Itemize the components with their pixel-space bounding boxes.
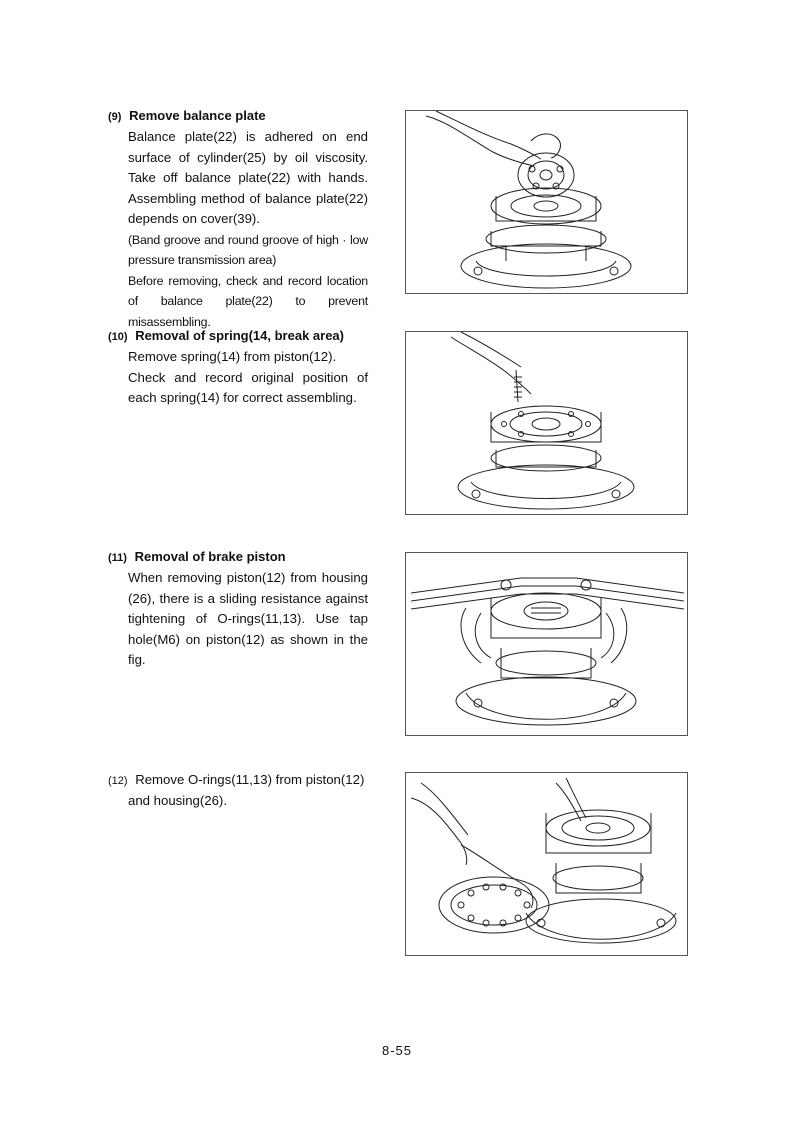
step-heading <box>108 106 368 127</box>
step-body <box>128 568 368 671</box>
balance-plate-illustration <box>405 110 688 294</box>
step-paragraph: Balance plate(22) is adhered on end surface of cylinder(25) by oil viscosity. Take off balance plate(22) with hands. Assembling method of balance plate(22) depends on cover(39). <box>128 129 368 226</box>
step-number: (9) <box>108 111 122 123</box>
step-title: Removal of brake piston <box>134 549 286 564</box>
step-9 <box>108 106 368 332</box>
step-heading <box>108 770 368 791</box>
step-paragraph: (Band groove and round groove of high · low pressure transmission area) <box>128 232 368 267</box>
step-body <box>128 127 368 332</box>
step-number: (10) <box>108 331 128 343</box>
step-paragraph: and housing(26). <box>128 793 227 808</box>
step-title: Remove balance plate <box>129 108 266 123</box>
step-paragraph: Before removing, check and record location of balance plate(22) to prevent misassembling. <box>128 273 368 329</box>
o-ring-removal-illustration <box>405 772 688 956</box>
step-paragraph: Check and record original position of each spring(14) for correct assembling. <box>128 369 368 405</box>
step-title: Remove O-rings(11,13) from piston(12) <box>135 772 365 787</box>
brake-piston-illustration <box>405 552 688 736</box>
step-body <box>128 347 368 409</box>
step-paragraph: When removing piston(12) from housing (26), there is a sliding resistance against tightening of O-rings(11,13). Use tap hole(M6) on piston(12) as shown in the fig. <box>128 570 368 667</box>
step-body <box>128 791 368 812</box>
step-number: (12) <box>108 775 128 787</box>
step-heading <box>108 326 368 347</box>
step-paragraph: Remove spring(14) from piston(12). <box>128 349 337 364</box>
page-number: 8-55 <box>381 1043 413 1058</box>
step-number: (11) <box>108 552 127 564</box>
step-11 <box>108 547 368 671</box>
step-12 <box>108 770 368 812</box>
step-heading <box>108 547 368 568</box>
spring-removal-illustration <box>405 331 688 515</box>
step-10 <box>108 326 368 409</box>
step-title: Removal of spring(14, break area) <box>135 328 344 343</box>
